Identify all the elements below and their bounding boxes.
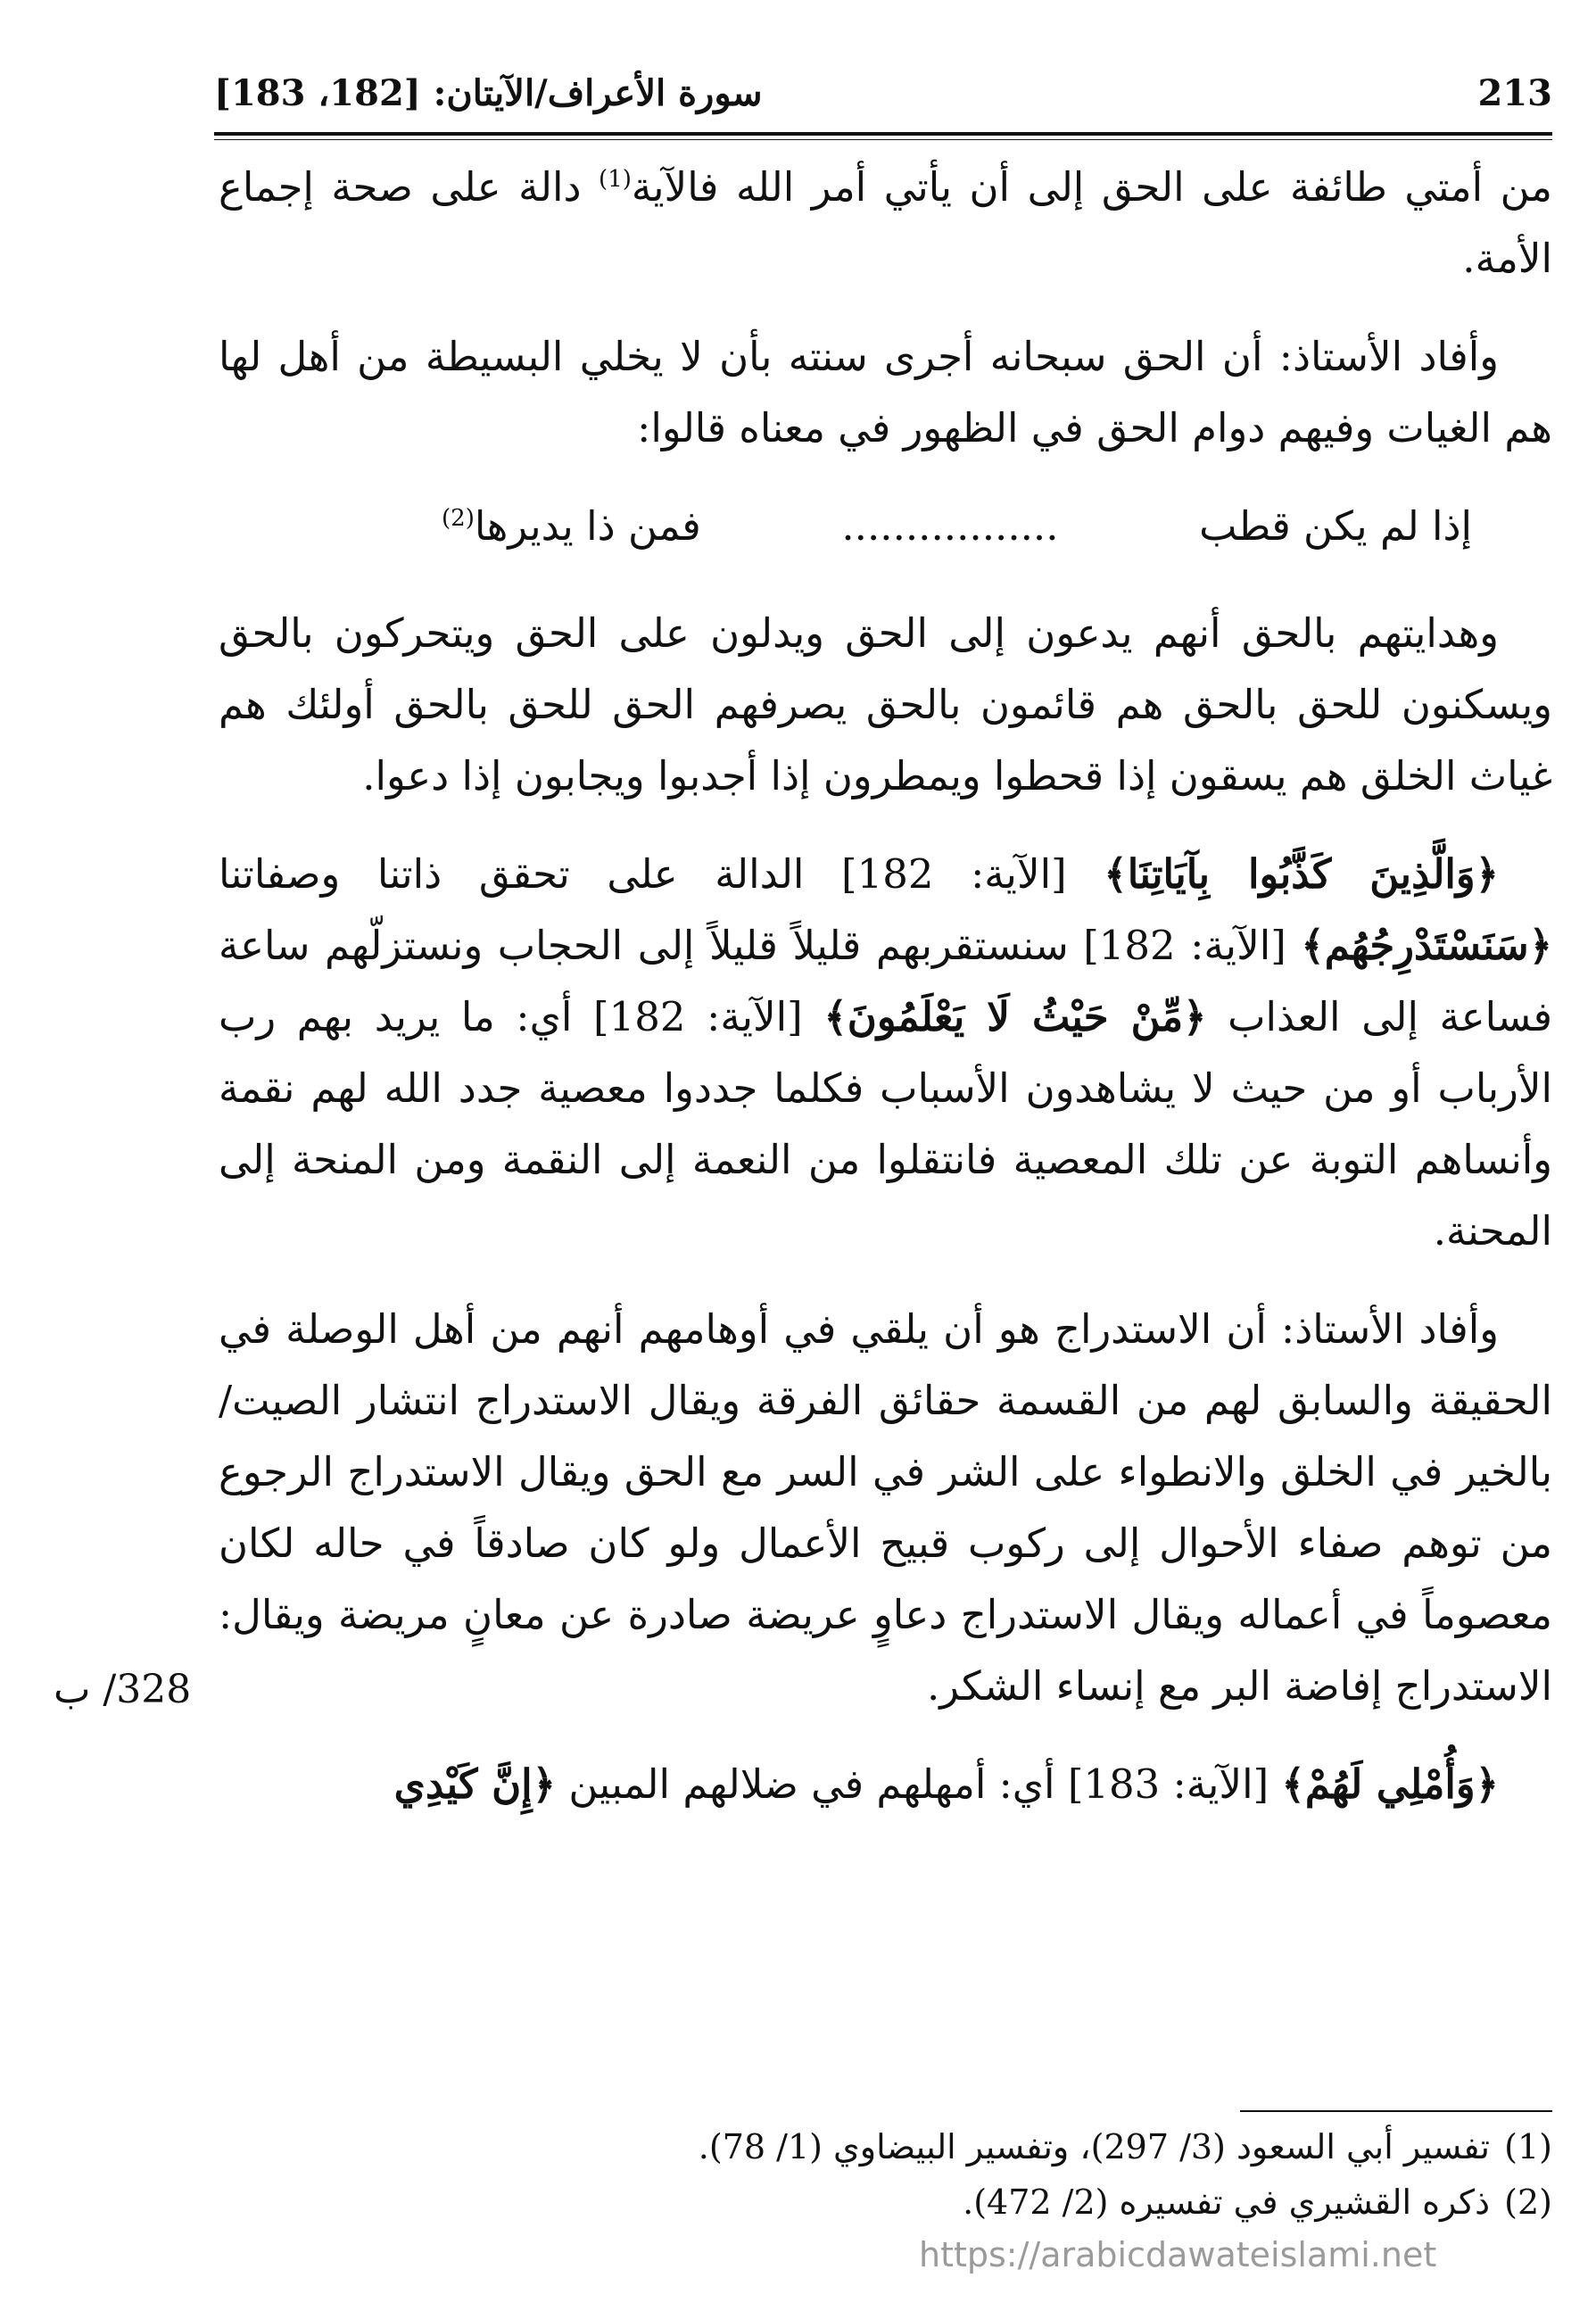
header-rule-thin bbox=[214, 139, 1552, 140]
running-title: سورة الأعراف/الآيتان: [182، 183] bbox=[214, 72, 763, 114]
watermark-url: https://arabicdawateislami.net bbox=[919, 2235, 1437, 2274]
header-rule bbox=[214, 132, 1552, 136]
footnotes bbox=[219, 2119, 1552, 2230]
footnote-text: ذكره القشيري في تفسيره (2/ 472). bbox=[963, 2183, 1490, 2222]
page-number: 213 bbox=[1477, 72, 1552, 114]
quran-quote: ﴿وَأُمْلِي لَهُمْ﴾ bbox=[1281, 1760, 1499, 1808]
paragraph-1-text-end: دالة على صحة إجماع الأمة. bbox=[219, 163, 1552, 282]
footnote-rule bbox=[1240, 2110, 1552, 2112]
verse-first-hemistich: إذا لم يكن قطب bbox=[1199, 502, 1472, 550]
footnote-text: تفسير أبي السعود (3/ 297)، وتفسير البيضاوي (1/ 78). bbox=[698, 2127, 1490, 2166]
footnote-2 bbox=[219, 2174, 1552, 2230]
paragraph-2: وأفاد الأستاذ: أن الحق سبحانه أجرى سنته بأن لا يخلي البسيطة من أهل لها هم الغيات وفيهم دوام الحق في الظهور في معناه قالوا: bbox=[219, 333, 1552, 451]
paragraph-1-text: من أمتي طائفة على الحق إلى أن يأتي أمر الله فالآية bbox=[631, 163, 1552, 211]
page-header bbox=[214, 52, 1552, 114]
verse-second-text: فمن ذا يديرها bbox=[474, 502, 701, 550]
paragraph-6 bbox=[219, 1749, 1552, 1820]
commentary-text: [الآية: 182] سنستقربهم قليلاً قليلاً إلى الحجاب ونستزلّهم ساعة فساعة إلى العذاب bbox=[219, 922, 1553, 1040]
verse-second-hemistich bbox=[442, 491, 701, 562]
quran-quote: ﴿سَنَسْتَدْرِجُهُم﴾ bbox=[1301, 922, 1552, 969]
footnote-1 bbox=[219, 2119, 1552, 2174]
paragraph-3: وهدايتهم بالحق أنهم يدعون إلى الحق ويدلون على الحق ويتحركون بالحق ويسكنون للحق بالحق هم قائمون بالحق يصرفهم الحق للحق بالحق أولئك هم غياث الخلق هم يسقون إذا قحطوا ويمطرون إذا أجدبوا ويجابون إذا دعوا. bbox=[219, 609, 1552, 799]
commentary-text: [الآية: 182] الدالة على تحقق ذاتنا وصفاتنا bbox=[219, 850, 1104, 898]
paragraph-1 bbox=[219, 152, 1552, 294]
paragraph-5: وأفاد الأستاذ: أن الاستدراج هو أن يلقي في أوهامهم أنهم من أهل الوصلة في الحقيقة والسابق لهم من القسمة حقائق الفرقة ويقال الاستدراج انتشار الصيت/بالخير في الخلق والانطواء على الشر في السر مع الحق ويقال الاستدراج الرجوع من توهم صفاء الأحوال إلى ركوب قبيح الأعمال ولو كان صادقاً في حاله لكان معصوماً في أعماله ويقال الاستدراج دعاوٍ عريضة صادرة عن معانٍ مريضة ويقال: الاستدراج إفاضة البر مع إنساء الشكر. bbox=[219, 1305, 1552, 1710]
main-text bbox=[219, 152, 1552, 1847]
quran-quote: ﴿مِّنْ حَيْثُ لَا يَعْلَمُونَ﴾ bbox=[823, 993, 1207, 1040]
manuscript-folio-note: 328/ ب bbox=[54, 1667, 192, 1712]
footnote-ref-2[interactable]: (2) bbox=[442, 505, 475, 532]
footnote-number: (2) bbox=[1504, 2183, 1552, 2222]
poetry-verse bbox=[219, 491, 1552, 562]
paragraph-4 bbox=[219, 839, 1552, 1267]
verse-dots: ................. bbox=[841, 502, 1059, 550]
footnote-number: (1) bbox=[1504, 2127, 1552, 2166]
quran-quote: ﴿وَالَّذِينَ كَذَّبُوا بِآيَاتِنَا﴾ bbox=[1104, 850, 1499, 898]
quran-quote: ﴿إِنَّ كَيْدِي bbox=[393, 1760, 557, 1808]
commentary-text: [الآية: 183] أي: أمهلهم في ضلالهم المبين bbox=[556, 1760, 1282, 1808]
commentary-text: [الآية: 182] أي: ما يريد بهم رب الأرباب أو من حيث لا يشاهدون الأسباب فكلما جددوا معصية جدد الله لهم نقمة وأنساهم التوبة عن تلك المعصية فانتقلوا من النعمة إلى النقمة ومن المنحة إلى المحنة. bbox=[219, 993, 1552, 1255]
footnote-ref-1[interactable]: (1) bbox=[599, 166, 632, 193]
